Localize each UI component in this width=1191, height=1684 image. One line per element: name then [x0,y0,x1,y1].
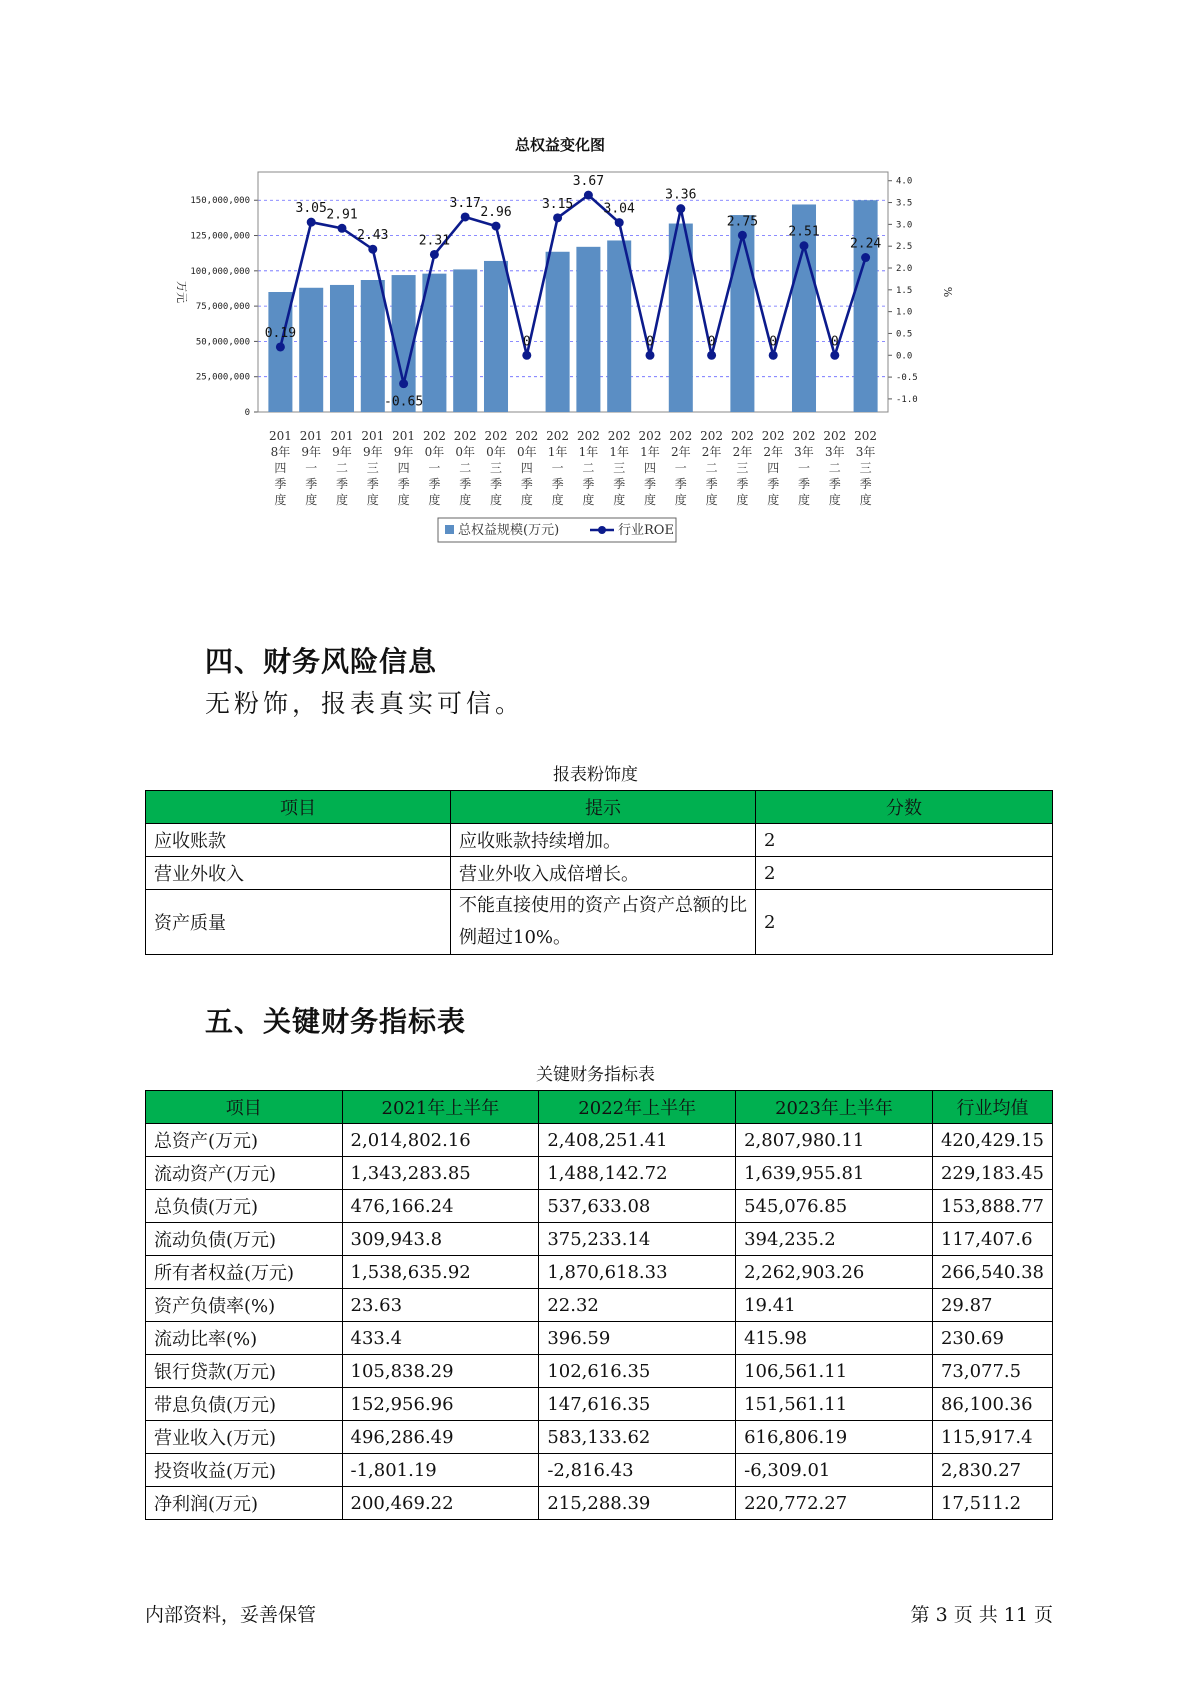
bar [484,261,508,412]
table-cell: 所有者权益(万元) [146,1256,343,1289]
table-row [146,857,1053,890]
legend-bar-swatch [445,525,454,534]
roe-point [830,351,839,360]
table-row [146,1223,1053,1256]
roe-data-label: -0.65 [384,394,424,410]
roe-point [307,218,316,227]
bar [546,252,570,412]
table-cell: 229,183.45 [932,1157,1052,1190]
table-cell: 17,511.2 [932,1487,1052,1520]
roe-point [738,231,747,240]
roe-point [522,351,531,360]
section-4-text: 无粉饰，报表真实可信。 [205,689,525,718]
category-label: 201 9年四季度 [392,429,416,507]
roe-data-label: 2.31 [418,233,451,249]
table-cell: 266,540.38 [932,1256,1052,1289]
table-cell: 147,616.35 [539,1388,736,1421]
table-cell: 投资收益(万元) [146,1454,343,1487]
table2-header: 2021年上半年 [342,1091,539,1124]
left-tick-label: 100,000,000 [190,266,250,277]
table2-header: 项目 [146,1091,343,1124]
bar [330,285,354,412]
whitewash-table [145,790,1053,955]
table-cell: 2 [756,857,1053,890]
table-row [146,1421,1053,1454]
roe-data-label: 0 [769,334,778,350]
table-cell: 415.98 [736,1322,933,1355]
table-row [146,1124,1053,1157]
table-row [146,1157,1053,1190]
category-label: 201 9年三季度 [361,429,385,507]
category-label: 201 8年四季度 [268,429,292,507]
roe-point [676,204,685,213]
table-cell: 2,408,251.41 [539,1124,736,1157]
category-label: 202 0年四季度 [515,429,539,507]
table2-header: 行业均值 [932,1091,1052,1124]
roe-data-label: 2.51 [788,224,820,240]
left-tick-label: 75,000,000 [195,302,250,313]
left-tick-label: 150,000,000 [190,196,250,207]
roe-point [800,241,809,250]
table-cell: 115,917.4 [932,1421,1052,1454]
table-cell: 1,488,142.72 [539,1157,736,1190]
bar [730,215,754,412]
footer-left: 内部资料，妥善保管 [145,1604,317,1626]
key-indicators-table [145,1090,1053,1520]
roe-data-label: 0 [830,334,839,350]
table-row [146,1454,1053,1487]
right-tick-label: 1.5 [896,285,913,296]
table-cell: 2 [756,824,1053,857]
table-cell: 1,870,618.33 [539,1256,736,1289]
table-cell: 86,100.36 [932,1388,1052,1421]
table-cell: 230.69 [932,1322,1052,1355]
table-cell: 1,343,283.85 [342,1157,539,1190]
table-cell: 394,235.2 [736,1223,933,1256]
right-tick-label: 0.5 [896,329,913,340]
roe-point [368,245,377,254]
table-row [146,1355,1053,1388]
bar [361,280,385,412]
table-row [146,824,1053,857]
section-4-title: 四、财务风险信息 [205,645,438,678]
table-row [146,1487,1053,1520]
table-cell: 应收账款持续增加。 [451,824,756,857]
roe-data-label: 2.75 [726,214,759,230]
table-cell: 营业外收入 [146,857,451,890]
table-cell: 资产质量 [146,890,451,955]
table-cell: 2,807,980.11 [736,1124,933,1157]
roe-data-label: 3.67 [572,174,605,190]
roe-data-label: 0 [707,334,716,350]
table-cell: 1,538,635.92 [342,1256,539,1289]
table-cell: -6,309.01 [736,1454,933,1487]
legend-line-marker [598,526,606,534]
right-tick-label: 3.0 [896,220,913,231]
roe-point [461,212,470,221]
roe-point [492,222,501,231]
roe-point [646,351,655,360]
table-cell: 银行贷款(万元) [146,1355,343,1388]
legend-bar-label: 总权益规模(万元) [458,523,560,538]
equity-chart [170,130,1030,590]
category-label: 202 2年二季度 [700,429,724,507]
table-cell: 616,806.19 [736,1421,933,1454]
table-cell: 117,407.6 [932,1223,1052,1256]
section-5-title: 五、关键财务指标表 [205,1005,467,1038]
category-label: 201 9年二季度 [330,429,354,507]
right-tick-label: 2.5 [896,242,913,253]
category-label: 202 0年一季度 [422,429,446,507]
roe-data-label: 3.04 [603,201,635,217]
table-cell: 496,286.49 [342,1421,539,1454]
bar [453,269,477,412]
roe-data-label: 2.43 [357,228,389,244]
roe-point [430,250,439,259]
table1-caption: 报表粉饰度 [553,765,638,785]
right-tick-label: -0.5 [896,373,918,384]
category-label: 202 0年二季度 [453,429,477,507]
roe-point [338,224,347,233]
table-cell: 总负债(万元) [146,1190,343,1223]
table-cell: 102,616.35 [539,1355,736,1388]
table1-header: 分数 [756,791,1053,824]
table-cell: 200,469.22 [342,1487,539,1520]
roe-point [276,342,285,351]
table-cell: 106,561.11 [736,1355,933,1388]
page-number: 第 3 页 共 11 页 [910,1604,1053,1626]
table-cell: 22.32 [539,1289,736,1322]
roe-point [707,351,716,360]
left-tick-label: 25,000,000 [195,372,250,383]
roe-point [861,253,870,262]
right-tick-label: 4.0 [896,176,913,187]
table-cell: 营业外收入成倍增长。 [451,857,756,890]
right-tick-label: -1.0 [896,394,918,405]
table-cell: 应收账款 [146,824,451,857]
category-label: 202 0年三季度 [484,429,508,507]
table-cell: -2,816.43 [539,1454,736,1487]
roe-data-label: 0 [522,334,531,350]
table-cell: 220,772.27 [736,1487,933,1520]
roe-data-label: 3.15 [541,196,574,212]
left-tick-label: 125,000,000 [190,231,250,242]
table-cell: 流动比率(%) [146,1322,343,1355]
category-label: 202 2年一季度 [669,429,693,507]
right-tick-label: 0.0 [896,351,913,362]
category-label: 202 1年三季度 [607,429,631,507]
category-label: 202 1年二季度 [576,429,600,507]
table-row [146,1190,1053,1223]
roe-data-label: 3.36 [665,187,697,203]
category-label: 202 2年四季度 [761,429,785,507]
table-cell: 29.87 [932,1289,1052,1322]
table-cell: 545,076.85 [736,1190,933,1223]
table-row [146,1256,1053,1289]
category-label: 202 3年二季度 [823,429,847,507]
table-cell: 2,262,903.26 [736,1256,933,1289]
table-cell: 净利润(万元) [146,1487,343,1520]
roe-data-label: 2.91 [326,207,358,223]
chart-title: 总权益变化图 [514,136,606,154]
table-cell: 19.41 [736,1289,933,1322]
roe-data-label: 3.17 [449,195,481,211]
roe-data-label: 0 [646,334,654,350]
table-cell: 2,830.27 [932,1454,1052,1487]
table-cell: 带息负债(万元) [146,1388,343,1421]
table2-caption: 关键财务指标表 [536,1065,655,1085]
table-cell: 流动负债(万元) [146,1223,343,1256]
left-axis-label: 万元 [175,281,188,303]
table-cell: 不能直接使用的资产占资产总额的比例超过10%。 [451,890,756,955]
table-cell: 476,166.24 [342,1190,539,1223]
bar [607,240,631,412]
table-cell: 2 [756,890,1053,955]
chart-svg [170,130,1030,590]
table-cell: 537,633.08 [539,1190,736,1223]
table-cell: 583,133.62 [539,1421,736,1454]
table-cell: 2,014,802.16 [342,1124,539,1157]
roe-point [615,218,624,227]
right-tick-label: 3.5 [896,198,913,209]
table-cell: 1,639,955.81 [736,1157,933,1190]
table-cell: 215,288.39 [539,1487,736,1520]
right-tick-label: 1.0 [896,307,913,318]
table1-header: 项目 [146,791,451,824]
table-cell: 375,233.14 [539,1223,736,1256]
table-cell: 105,838.29 [342,1355,539,1388]
table-cell: 309,943.8 [342,1223,539,1256]
table2-header: 2022年上半年 [539,1091,736,1124]
category-label: 201 9年一季度 [299,429,323,507]
roe-data-label: 3.05 [295,201,327,217]
roe-data-label: 2.96 [480,205,512,221]
legend-line-label: 行业ROE [618,523,674,538]
roe-data-label: 2.24 [849,236,882,252]
left-tick-label: 50,000,000 [195,337,250,348]
table-cell: 资产负债率(%) [146,1289,343,1322]
bar [299,288,323,412]
category-label: 202 2年三季度 [730,429,754,507]
roe-point [584,191,593,200]
category-label: 202 3年三季度 [854,429,878,507]
table-row [146,890,1053,955]
table-cell: 420,429.15 [932,1124,1052,1157]
table-cell: 总资产(万元) [146,1124,343,1157]
table-cell: 152,956.96 [342,1388,539,1421]
roe-point [769,351,778,360]
roe-data-label: 0.19 [264,325,297,341]
bar [576,247,600,412]
table1-header: 提示 [451,791,756,824]
category-label: 202 1年四季度 [638,429,662,507]
roe-point [553,213,562,222]
table-cell: 流动资产(万元) [146,1157,343,1190]
table2-header: 2023年上半年 [736,1091,933,1124]
table-cell: 433.4 [342,1322,539,1355]
bar [854,200,878,412]
table-cell: 23.63 [342,1289,539,1322]
table-cell: 153,888.77 [932,1190,1052,1223]
table-row [146,1289,1053,1322]
table-cell: 营业收入(万元) [146,1421,343,1454]
right-tick-label: 2.0 [896,264,913,274]
table-cell: -1,801.19 [342,1454,539,1487]
roe-point [399,379,408,388]
table-cell: 73,077.5 [932,1355,1052,1388]
table-row [146,1388,1053,1421]
category-label: 202 3年一季度 [792,429,816,507]
table-cell: 151,561.11 [736,1388,933,1421]
category-label: 202 1年一季度 [546,429,570,507]
left-tick-label: 0 [244,408,250,418]
table-cell: 396.59 [539,1322,736,1355]
table-row [146,1322,1053,1355]
right-axis-label: % [941,286,954,298]
